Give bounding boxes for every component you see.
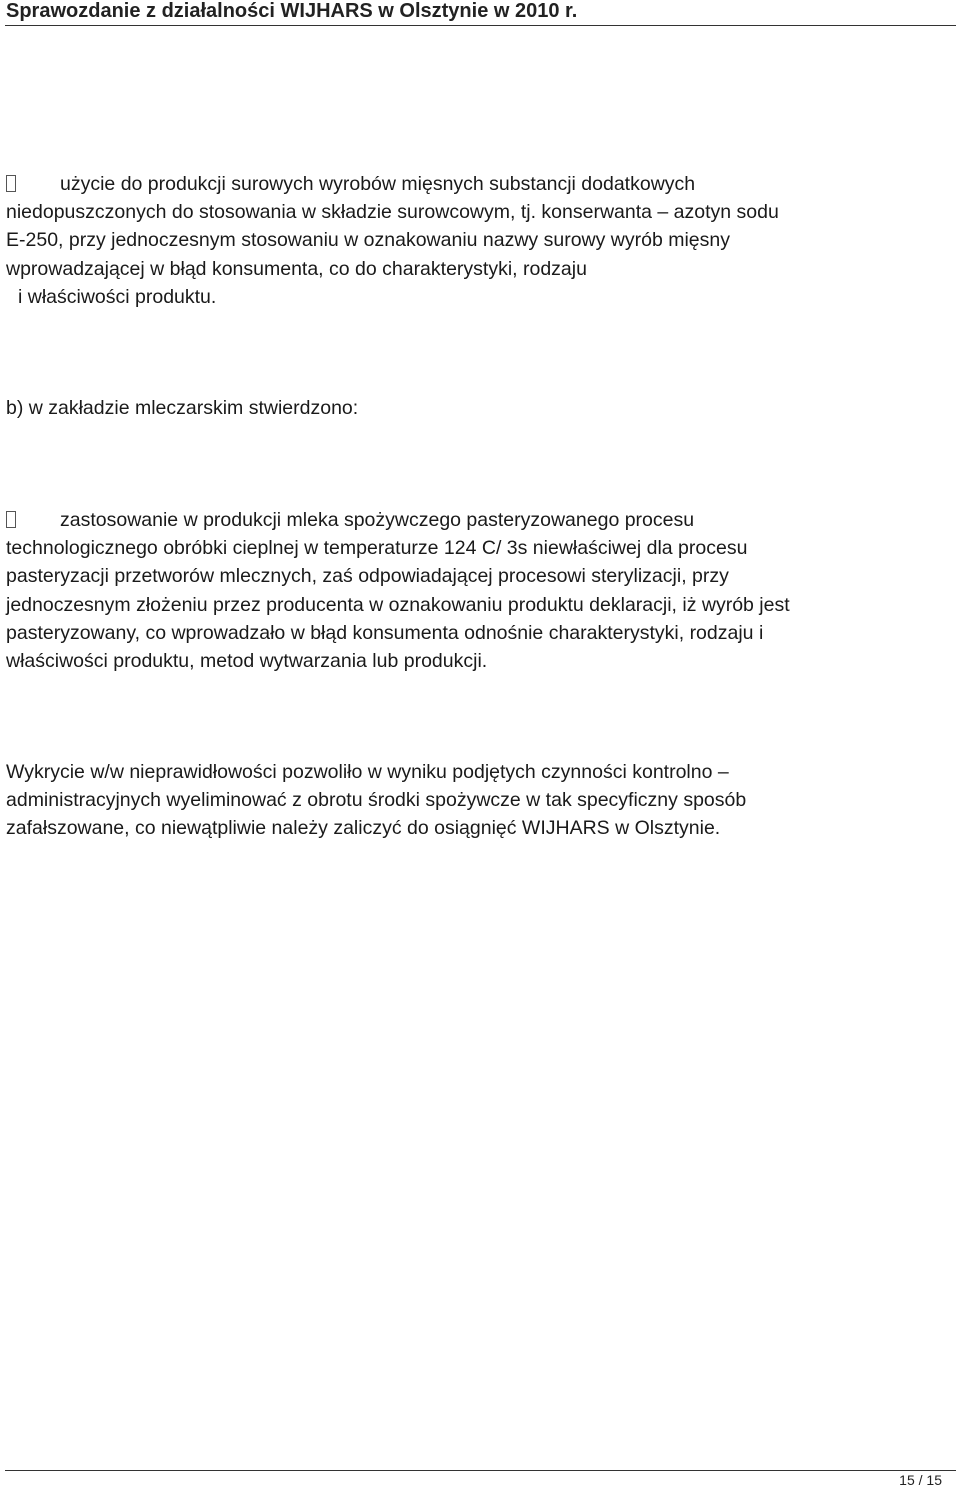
bullet-text: użycie do produkcji surowych wyrobów mięsnych substancji dodatkowych bbox=[60, 173, 696, 195]
bullet-item-dairy bbox=[6, 506, 926, 534]
bullet-text: zastosowanie w produkcji mleka spożywczego pasteryzowanego procesu bbox=[60, 509, 695, 531]
paragraph-line: pasteryzowany, co wprowadzało w błąd konsumenta odnośnie charakterystyki, rodzaju i bbox=[6, 621, 764, 644]
document-header-title: Sprawozdanie z działalności WIJHARS w Olsztynie w 2010 r. bbox=[6, 0, 578, 22]
section-heading-text: b) w zakładzie mleczarskim stwierdzono: bbox=[6, 397, 359, 419]
paragraph-meat-products bbox=[6, 170, 926, 311]
paragraph-dairy-products bbox=[6, 506, 926, 675]
paragraph-line: zafałszowane, co niewątpliwie należy zaliczyć do osiągnięć WIJHARS w Olsztynie. bbox=[6, 817, 721, 840]
paragraph-line: właściwości produktu, metod wytwarzania lub produkcji. bbox=[6, 650, 488, 673]
paragraph-line: jednoczesnym złożeniu przez producenta w oznakowaniu produktu deklaracji, iż wyrób jest bbox=[6, 593, 790, 616]
header-divider bbox=[5, 25, 956, 26]
paragraph-line: E-250, przy jednoczesnym stosowaniu w oznakowaniu nazwy surowy wyrób mięsny bbox=[6, 229, 730, 252]
section-b-heading bbox=[6, 394, 926, 422]
paragraph-line: administracyjnych wyeliminować z obrotu środki spożywcze w tak specyficzny sposób bbox=[6, 789, 747, 812]
bullet-item-meat bbox=[6, 170, 926, 198]
paragraph-summary bbox=[6, 758, 926, 843]
page-number: 15 / 15 bbox=[899, 1472, 942, 1488]
paragraph-line: niedopuszczonych do stosowania w składzie surowcowym, tj. konserwanta – azotyn sodu bbox=[6, 201, 779, 224]
paragraph-line: Wykrycie w/w nieprawidłowości pozwoliło w wyniku podjętych czynności kontrolno – bbox=[6, 761, 729, 783]
bullet-placeholder-icon bbox=[6, 511, 16, 528]
bullet-placeholder-icon bbox=[6, 175, 16, 192]
paragraph-line: wprowadzającej w błąd konsumenta, co do charakterystyki, rodzaju bbox=[6, 257, 587, 280]
paragraph-line: technologicznego obróbki cieplnej w temperaturze 124 C/ 3s niewłaściwej dla procesu bbox=[6, 537, 748, 560]
footer-divider bbox=[5, 1470, 956, 1471]
paragraph-line: pasteryzacji przetworów mlecznych, zaś odpowiadającej procesowi sterylizacji, przy bbox=[6, 565, 729, 588]
paragraph-line: i właściwości produktu. bbox=[18, 285, 217, 308]
